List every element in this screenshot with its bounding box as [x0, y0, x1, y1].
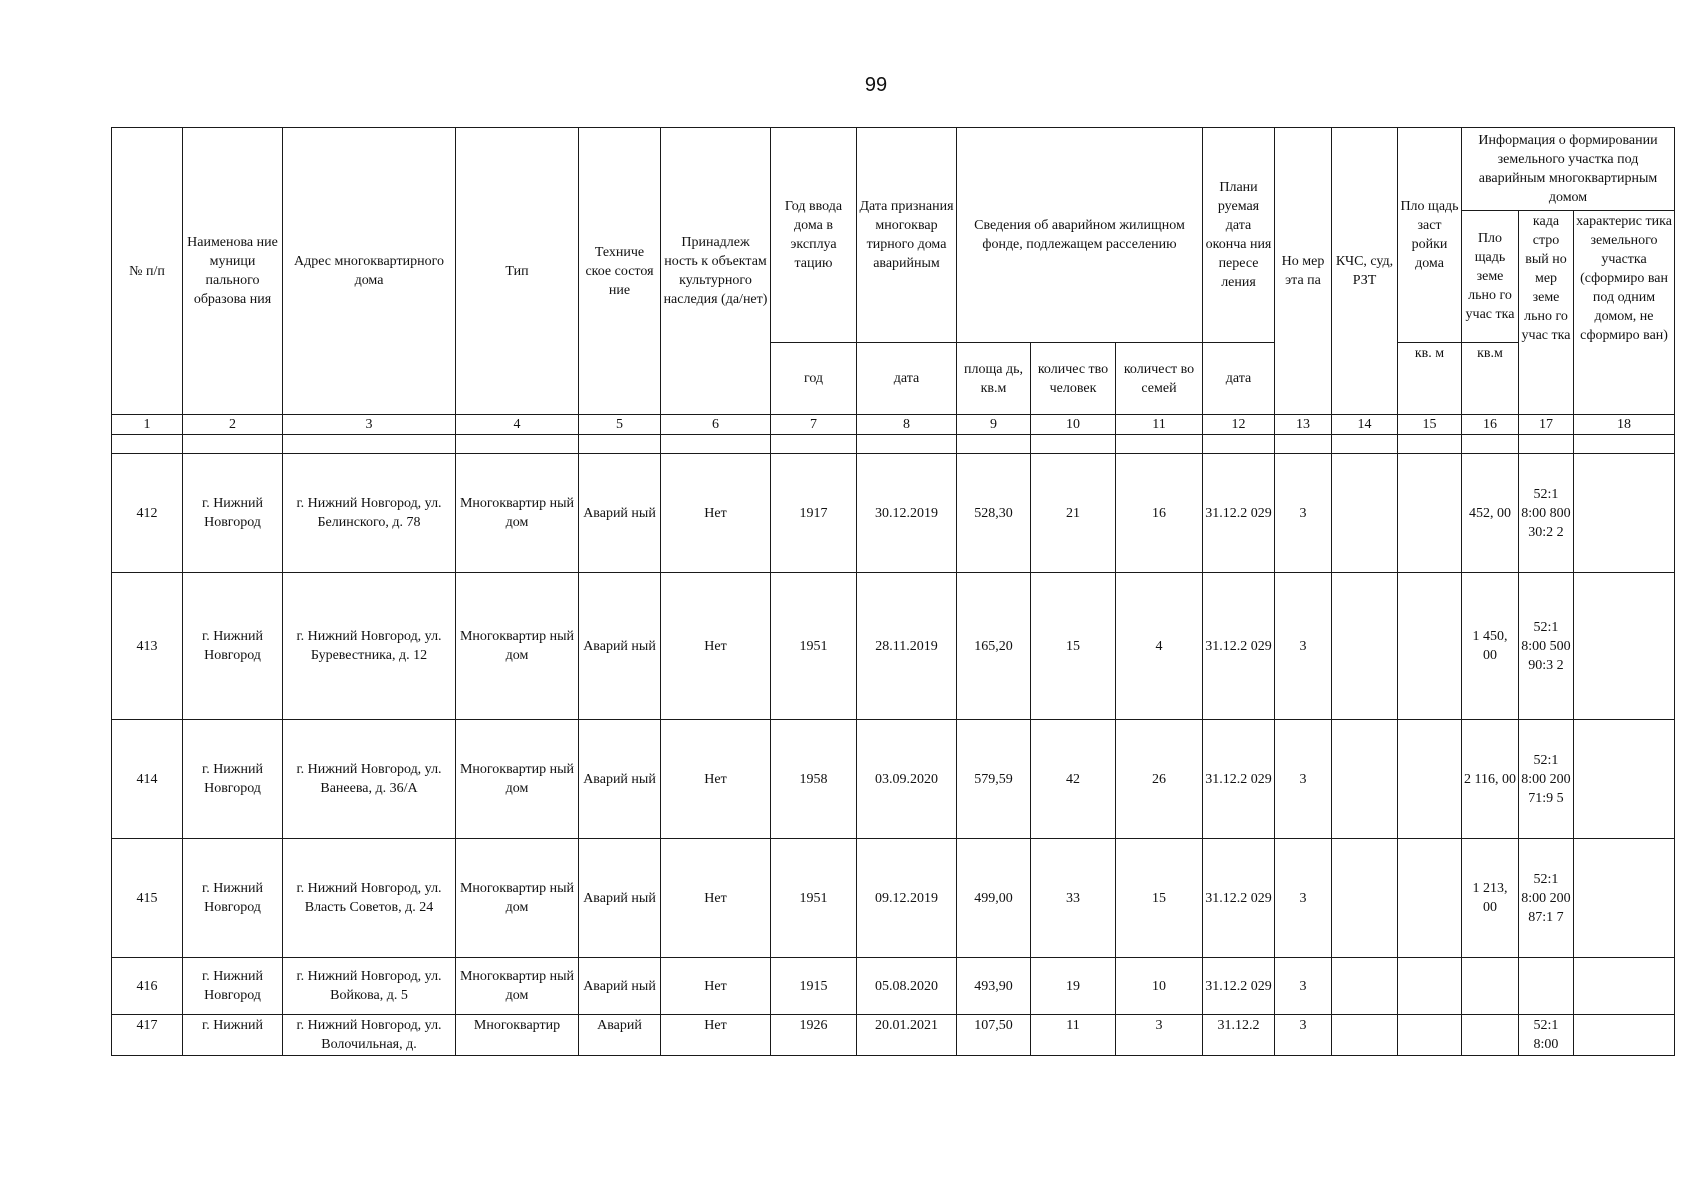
column-number-cell: 12	[1203, 415, 1275, 435]
planned-date-cell: 31.12.2 029	[1203, 958, 1275, 1015]
address-cell: г. Нижний Новгород, ул. Волочильная, д.	[283, 1015, 456, 1056]
year-cell: 1915	[771, 958, 857, 1015]
planned-date-cell: 31.12.2 029	[1203, 454, 1275, 573]
header-cell-address: Адрес многоквартирного дома	[283, 128, 456, 415]
address-cell: г. Нижний Новгород, ул. Ванеева, д. 36/А	[283, 720, 456, 839]
area-cell: 493,90	[957, 958, 1031, 1015]
table-row	[112, 573, 1675, 720]
header-cell-planned-date-sub: дата	[1203, 343, 1275, 415]
stage-cell: 3	[1275, 720, 1332, 839]
state-cell: Аварий ный	[579, 573, 661, 720]
header-cell-land-area-unit: кв.м	[1462, 343, 1519, 415]
built-area-cell	[1398, 720, 1462, 839]
built-area-cell	[1398, 1015, 1462, 1056]
year-cell: 1917	[771, 454, 857, 573]
people-cell: 19	[1031, 958, 1116, 1015]
table-row	[112, 1015, 1675, 1056]
table-row	[112, 958, 1675, 1015]
column-number-cell: 11	[1116, 415, 1203, 435]
land-area-cell	[1462, 958, 1519, 1015]
type-cell: Многоквартир	[456, 1015, 579, 1056]
header-cell-stage: Но мер эта па	[1275, 128, 1332, 415]
kchs-cell	[1332, 454, 1398, 573]
header-cell-land-area: Пло щадь земе льно го учас тка	[1462, 211, 1519, 343]
area-cell: 499,00	[957, 839, 1031, 958]
recognition-date-cell: 28.11.2019	[857, 573, 957, 720]
recognition-date-cell: 20.01.2021	[857, 1015, 957, 1056]
planned-date-cell: 31.12.2 029	[1203, 720, 1275, 839]
area-cell: 579,59	[957, 720, 1031, 839]
families-cell: 4	[1116, 573, 1203, 720]
stage-cell: 3	[1275, 573, 1332, 720]
header-cell-technical-state: Техниче ское состоя ние	[579, 128, 661, 415]
built-area-cell	[1398, 454, 1462, 573]
header-cell-housing-info: Сведения об аварийном жилищном фонде, подлежащем расселению	[957, 128, 1203, 343]
recognition-date-cell: 09.12.2019	[857, 839, 957, 958]
cadastral-cell: 52:1 8:00	[1519, 1015, 1574, 1056]
column-number-cell: 1	[112, 415, 183, 435]
stage-cell: 3	[1275, 958, 1332, 1015]
address-cell: г. Нижний Новгород, ул. Власть Советов, д. 24	[283, 839, 456, 958]
address-cell: г. Нижний Новгород, ул. Белинского, д. 78	[283, 454, 456, 573]
land-area-cell: 452, 00	[1462, 454, 1519, 573]
header-cell-recognition-date: Дата признания многоквар тирного дома аварийным	[857, 128, 957, 343]
stage-cell: 3	[1275, 454, 1332, 573]
families-cell: 10	[1116, 958, 1203, 1015]
column-number-cell: 14	[1332, 415, 1398, 435]
type-cell: Многоквартир ный дом	[456, 573, 579, 720]
land-area-cell: 2 116, 00	[1462, 720, 1519, 839]
type-cell: Многоквартир ный дом	[456, 958, 579, 1015]
header-cell-kchs: КЧС, суд, РЗТ	[1332, 128, 1398, 415]
kchs-cell	[1332, 958, 1398, 1015]
heritage-cell: Нет	[661, 1015, 771, 1056]
built-area-cell	[1398, 839, 1462, 958]
state-cell: Аварий	[579, 1015, 661, 1056]
families-cell: 15	[1116, 839, 1203, 958]
municipality-cell: г. Нижний	[183, 1015, 283, 1056]
row-number: 412	[112, 454, 183, 573]
column-number-cell: 5	[579, 415, 661, 435]
kchs-cell	[1332, 720, 1398, 839]
cadastral-cell: 52:1 8:00 200 87:1 7	[1519, 839, 1574, 958]
header-cell-built-area: Пло щадь заст ройки дома	[1398, 128, 1462, 343]
cadastral-cell: 52:1 8:00 800 30:2 2	[1519, 454, 1574, 573]
table-row	[112, 720, 1675, 839]
column-number-cell: 4	[456, 415, 579, 435]
people-cell: 33	[1031, 839, 1116, 958]
row-number: 415	[112, 839, 183, 958]
recognition-date-cell: 30.12.2019	[857, 454, 957, 573]
header-cell-cadastral-number: када стро вый но мер земе льно го учас тка	[1519, 211, 1574, 415]
column-number-cell: 6	[661, 415, 771, 435]
header-cell-heritage: Принадлеж ность к объектам культурного наследия (да/нет)	[661, 128, 771, 415]
address-cell: г. Нижний Новгород, ул. Буревестника, д. 12	[283, 573, 456, 720]
recognition-date-cell: 03.09.2020	[857, 720, 957, 839]
column-number-cell: 10	[1031, 415, 1116, 435]
area-cell: 528,30	[957, 454, 1031, 573]
people-cell: 15	[1031, 573, 1116, 720]
kchs-cell	[1332, 839, 1398, 958]
column-number-cell: 17	[1519, 415, 1574, 435]
column-number-cell: 16	[1462, 415, 1519, 435]
header-cell-area-sqm: площа дь, кв.м	[957, 343, 1031, 415]
people-cell: 11	[1031, 1015, 1116, 1056]
land-area-cell	[1462, 1015, 1519, 1056]
column-number-cell: 15	[1398, 415, 1462, 435]
land-area-cell: 1 213, 00	[1462, 839, 1519, 958]
table-row	[112, 454, 1675, 573]
municipality-cell: г. Нижний Новгород	[183, 573, 283, 720]
people-cell: 21	[1031, 454, 1116, 573]
column-number-cell: 8	[857, 415, 957, 435]
built-area-cell	[1398, 958, 1462, 1015]
year-cell: 1951	[771, 573, 857, 720]
table-body	[112, 454, 1675, 1056]
people-cell: 42	[1031, 720, 1116, 839]
header-cell-land-plot-info: Информация о формировании земельного участка под аварийным многоквартирным домом	[1462, 128, 1675, 211]
stage-cell: 3	[1275, 839, 1332, 958]
page-number: 99	[864, 74, 888, 96]
type-cell: Многоквартир ный дом	[456, 720, 579, 839]
state-cell: Аварий ный	[579, 720, 661, 839]
heritage-cell: Нет	[661, 720, 771, 839]
spacer-row	[112, 435, 1675, 454]
header-cell-municipality: Наименова ние муници пального образова ния	[183, 128, 283, 415]
municipality-cell: г. Нижний Новгород	[183, 839, 283, 958]
column-number-cell: 7	[771, 415, 857, 435]
built-area-cell	[1398, 573, 1462, 720]
land-characteristic-cell	[1574, 573, 1675, 720]
land-characteristic-cell	[1574, 958, 1675, 1015]
recognition-date-cell: 05.08.2020	[857, 958, 957, 1015]
header-cell-people-count: количес тво человек	[1031, 343, 1116, 415]
heritage-cell: Нет	[661, 839, 771, 958]
families-cell: 3	[1116, 1015, 1203, 1056]
header-cell-family-count: количест во семей	[1116, 343, 1203, 415]
state-cell: Аварий ный	[579, 454, 661, 573]
header-cell-built-area-unit: кв. м	[1398, 343, 1462, 415]
type-cell: Многоквартир ный дом	[456, 839, 579, 958]
kchs-cell	[1332, 573, 1398, 720]
families-cell: 26	[1116, 720, 1203, 839]
cadastral-cell: 52:1 8:00 500 90:3 2	[1519, 573, 1574, 720]
municipality-cell: г. Нижний Новгород	[183, 720, 283, 839]
year-cell: 1958	[771, 720, 857, 839]
land-characteristic-cell	[1574, 839, 1675, 958]
emergency-housing-table	[111, 127, 1675, 1056]
year-cell: 1926	[771, 1015, 857, 1056]
cadastral-cell	[1519, 958, 1574, 1015]
header-cell-land-characteristic: характерис тика земельного участка (сформиро ван под одним домом, не сформиро ван)	[1574, 211, 1675, 415]
area-cell: 165,20	[957, 573, 1031, 720]
header-cell-commission-year: Год ввода дома в эксплуа тацию	[771, 128, 857, 343]
column-number-cell: 9	[957, 415, 1031, 435]
header-cell-type: Тип	[456, 128, 579, 415]
row-number: 413	[112, 573, 183, 720]
row-number: 416	[112, 958, 183, 1015]
address-cell: г. Нижний Новгород, ул. Войкова, д. 5	[283, 958, 456, 1015]
row-number: 414	[112, 720, 183, 839]
heritage-cell: Нет	[661, 958, 771, 1015]
column-number-cell: 2	[183, 415, 283, 435]
state-cell: Аварий ный	[579, 958, 661, 1015]
stage-cell: 3	[1275, 1015, 1332, 1056]
heritage-cell: Нет	[661, 454, 771, 573]
land-characteristic-cell	[1574, 454, 1675, 573]
row-number: 417	[112, 1015, 183, 1056]
municipality-cell: г. Нижний Новгород	[183, 454, 283, 573]
state-cell: Аварий ный	[579, 839, 661, 958]
year-cell: 1951	[771, 839, 857, 958]
families-cell: 16	[1116, 454, 1203, 573]
header-cell-date: дата	[857, 343, 957, 415]
header-cell-year: год	[771, 343, 857, 415]
type-cell: Многоквартир ный дом	[456, 454, 579, 573]
table-row	[112, 839, 1675, 958]
header-cell-number: № п/п	[112, 128, 183, 415]
land-characteristic-cell	[1574, 1015, 1675, 1056]
heritage-cell: Нет	[661, 573, 771, 720]
planned-date-cell: 31.12.2 029	[1203, 839, 1275, 958]
area-cell: 107,50	[957, 1015, 1031, 1056]
cadastral-cell: 52:1 8:00 200 71:9 5	[1519, 720, 1574, 839]
municipality-cell: г. Нижний Новгород	[183, 958, 283, 1015]
column-number-cell: 3	[283, 415, 456, 435]
column-number-cell: 13	[1275, 415, 1332, 435]
planned-date-cell: 31.12.2	[1203, 1015, 1275, 1056]
kchs-cell	[1332, 1015, 1398, 1056]
land-characteristic-cell	[1574, 720, 1675, 839]
column-number-cell: 18	[1574, 415, 1675, 435]
land-area-cell: 1 450, 00	[1462, 573, 1519, 720]
header-cell-planned-date: Плани руемая дата оконча ния пересе ления	[1203, 128, 1275, 343]
planned-date-cell: 31.12.2 029	[1203, 573, 1275, 720]
